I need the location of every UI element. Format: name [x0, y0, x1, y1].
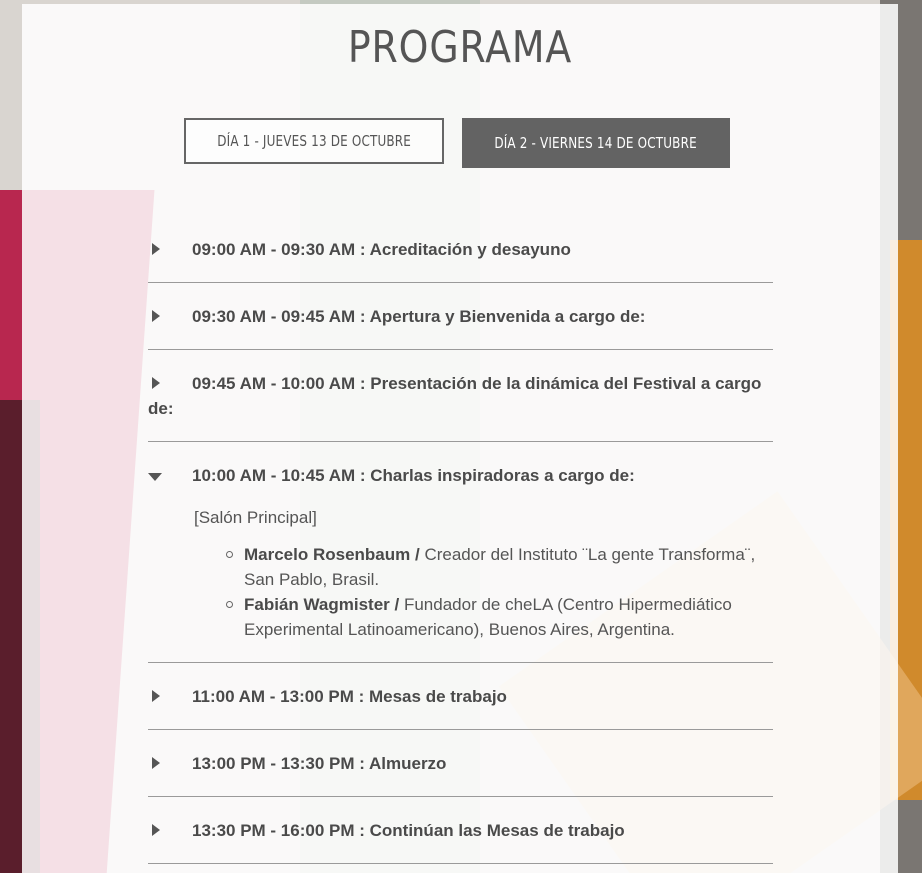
schedule-item-toggle[interactable]: 09:45 AM - 10:00 AM : Presentación de la dinámica del Festival a cargo de:: [148, 374, 762, 418]
caret-down-icon: [148, 473, 162, 481]
schedule-item: [148, 663, 773, 730]
schedule-item-toggle[interactable]: 13:30 PM - 16:00 PM : Continúan las Mesas de trabajo: [148, 797, 773, 863]
program-panel: [22, 4, 898, 873]
schedule-item-toggle[interactable]: 10:00 AM - 10:45 AM : Charlas inspiradoras a cargo de:: [148, 442, 773, 508]
tab-day-2[interactable]: DÍA 2 - VIERNES 14 DE OCTUBRE: [462, 118, 730, 168]
day-tabs: [184, 118, 730, 168]
schedule-list: [148, 216, 773, 864]
speaker-item: [244, 542, 773, 592]
schedule-item: [148, 283, 773, 350]
speaker-list: [194, 542, 773, 642]
speaker-description: Creador del Instituto ¨La gente Transforma¨, San Pablo, Brasil.: [244, 545, 756, 589]
caret-right-icon: [152, 757, 160, 769]
speaker-name: Fabián Wagmister /: [244, 595, 400, 614]
page-title: PROGRAMA: [347, 22, 573, 73]
schedule-item-details: [148, 508, 773, 662]
schedule-item: [148, 216, 773, 283]
schedule-item-toggle[interactable]: 09:00 AM - 09:30 AM : Acreditación y desayuno: [148, 216, 773, 282]
schedule-item-toggle[interactable]: 09:30 AM - 09:45 AM : Apertura y Bienvenida a cargo de:: [148, 283, 773, 349]
schedule-item-toggle[interactable]: 11:00 AM - 13:00 PM : Mesas de trabajo: [148, 663, 773, 729]
schedule-item-toggle[interactable]: 13:00 PM - 13:30 PM : Almuerzo: [148, 730, 773, 796]
tab-day-1[interactable]: DÍA 1 - JUEVES 13 DE OCTUBRE: [184, 118, 444, 164]
caret-right-icon: [152, 310, 160, 322]
caret-right-icon: [152, 377, 160, 389]
speaker-description: Fundador de cheLA (Centro Hipermediático Experimental Latinoamericano), Buenos Aires, Argentina.: [244, 595, 732, 639]
schedule-item: [148, 730, 773, 797]
schedule-item: [148, 442, 773, 663]
caret-right-icon: [152, 824, 160, 836]
room-label: [Salón Principal]: [194, 508, 317, 527]
speaker-item: [244, 592, 773, 642]
schedule-item: [148, 797, 773, 864]
caret-right-icon: [152, 243, 160, 255]
caret-right-icon: [152, 690, 160, 702]
schedule-item: [148, 350, 773, 442]
speaker-name: Marcelo Rosenbaum /: [244, 545, 420, 564]
